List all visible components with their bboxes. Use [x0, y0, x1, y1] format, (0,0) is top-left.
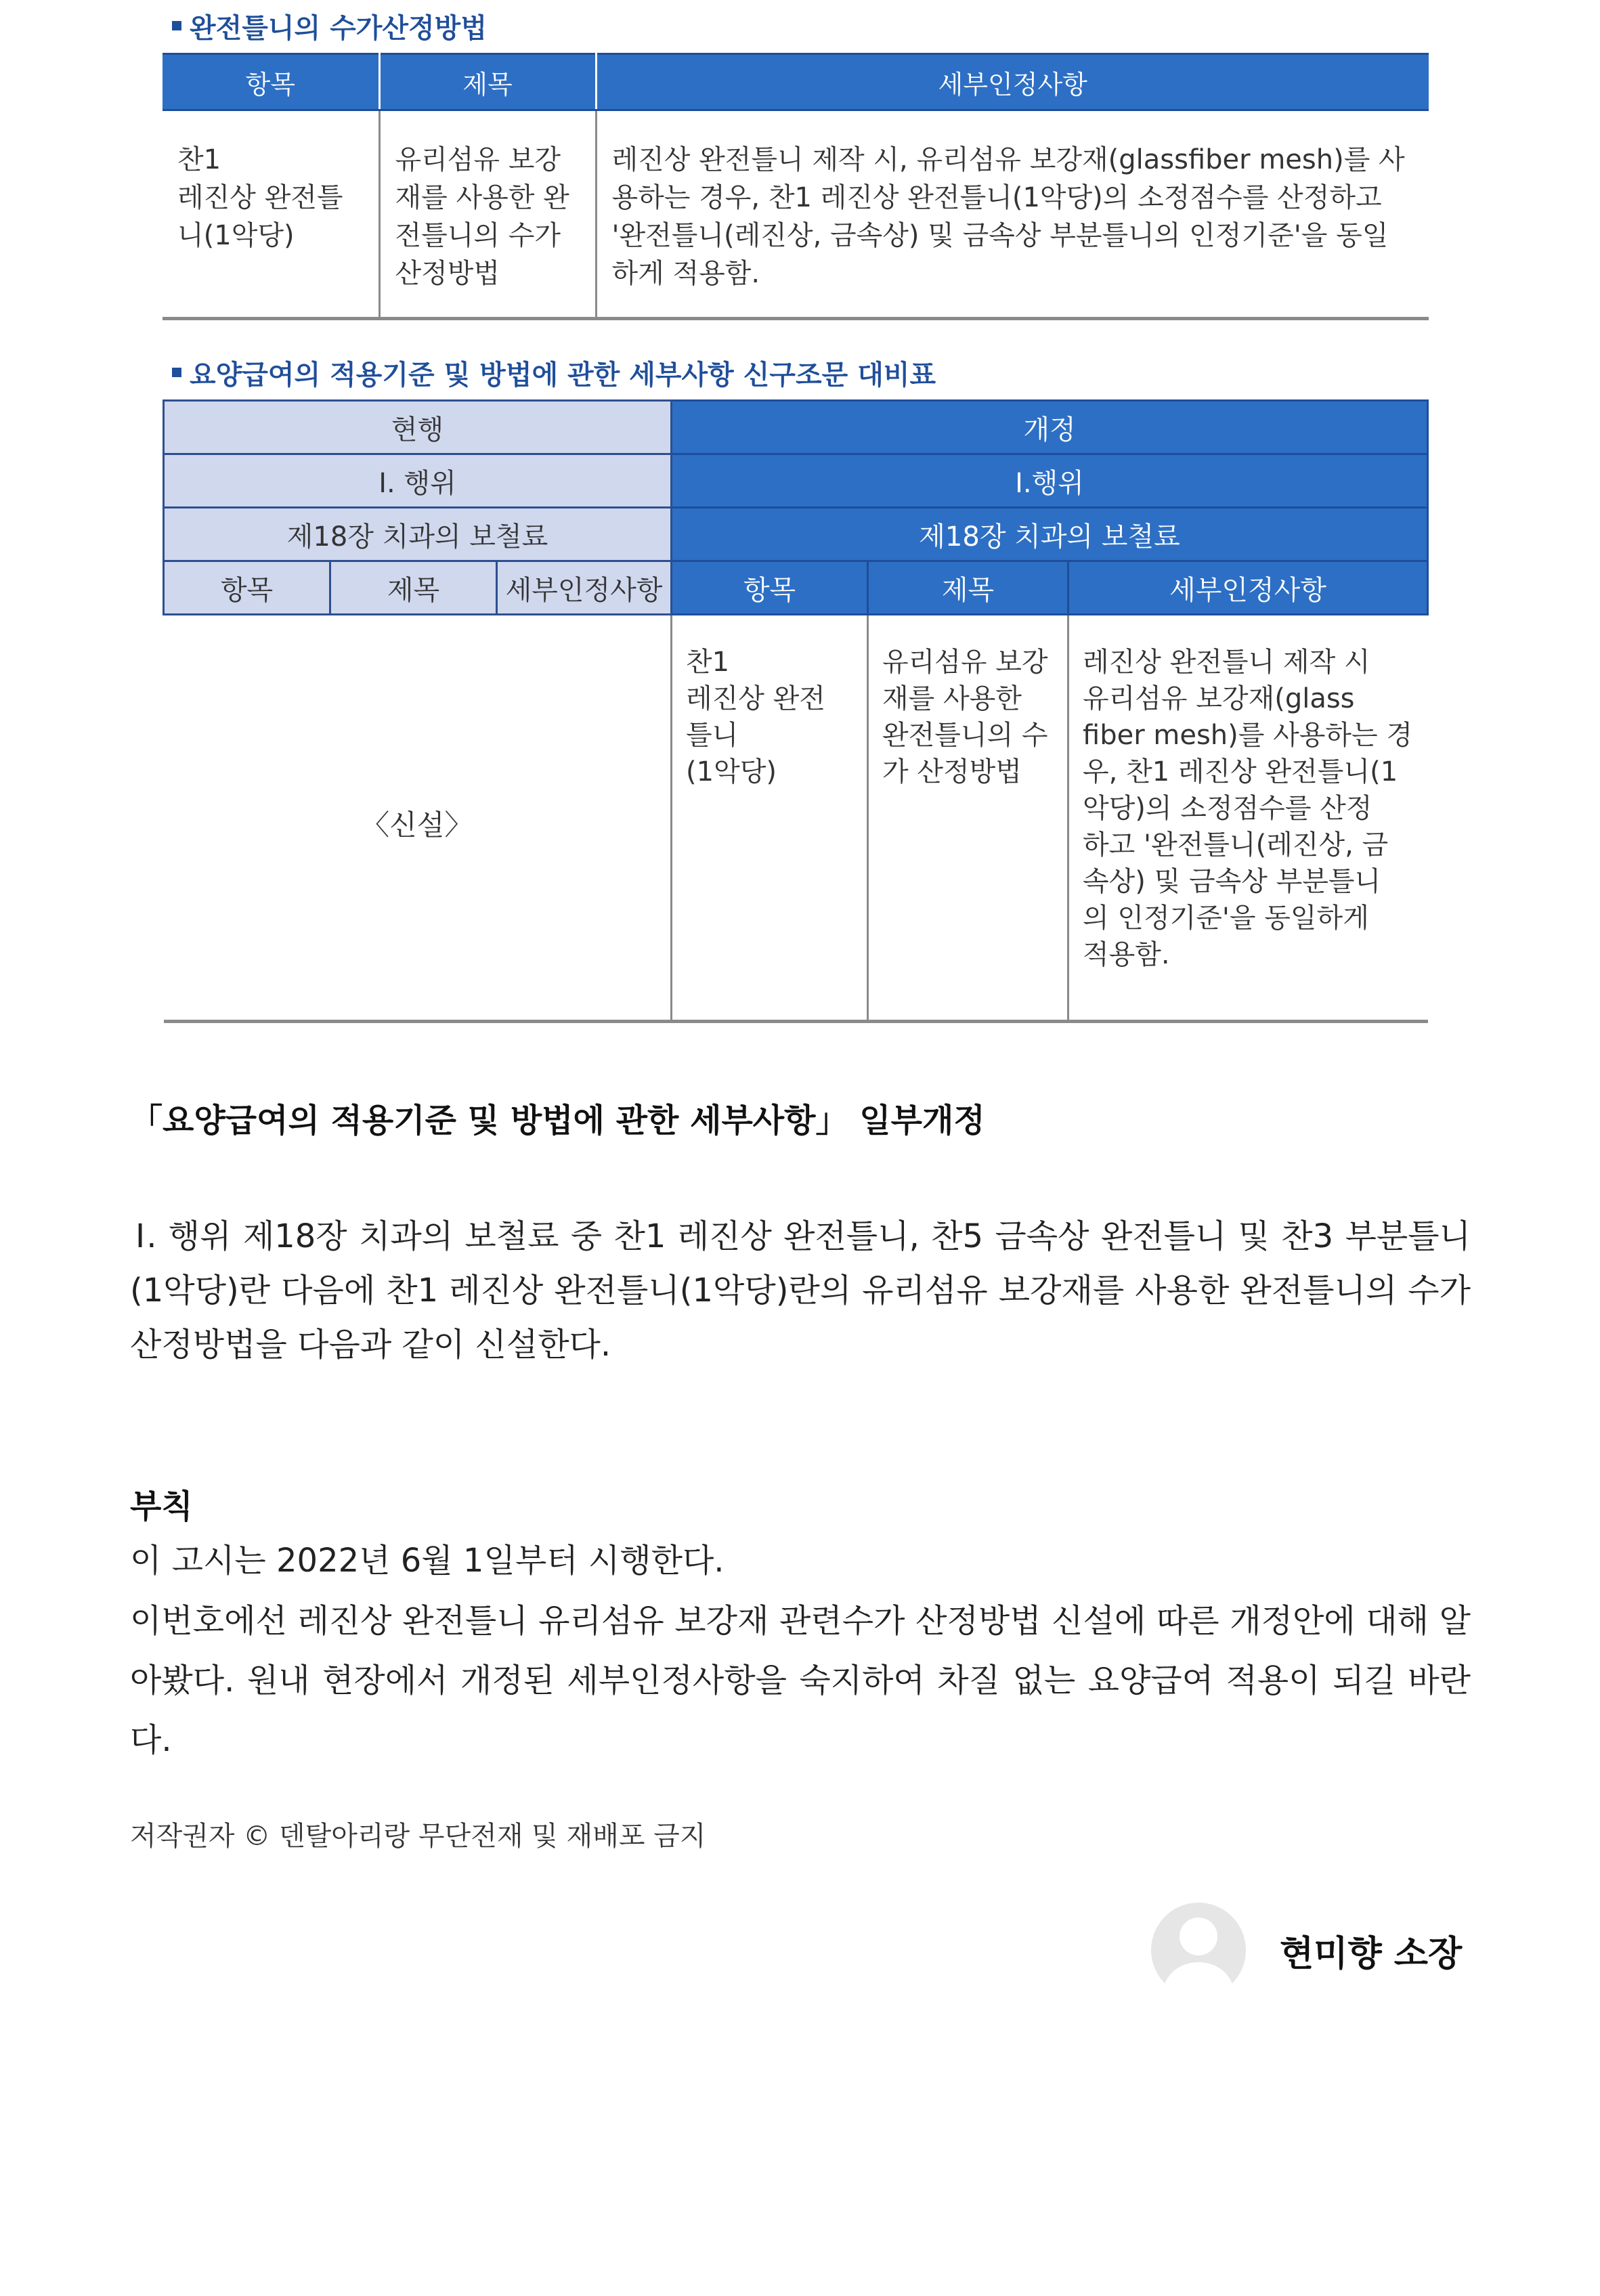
col-header-item: 항목 — [163, 54, 379, 110]
bullet-square-icon — [172, 21, 181, 30]
cell-detail: 레진상 완전틀니 제작 시, 유리섬유 보강재(glassfiber mesh)를 사용하는 경우, 찬1 레진상 완전틀니(1악당)의 소정점수를 산정하고 '완전틀니(레진상, 금속상) 및 금속상 부분틀니의 인정기준'을 동일하게 적용함. — [611, 144, 1405, 289]
author-name[interactable]: 현미향 소장 — [1280, 1933, 1463, 1974]
figure-title — [163, 352, 1429, 393]
chapter-revised: 제18장 치과의 보철료 — [672, 508, 1428, 561]
copyright-notice: 저작권자 © 덴탈아리랑 무단전재 및 재배포 금지 — [130, 1821, 706, 1852]
table-row — [163, 110, 1429, 319]
cell-revised-detail: 레진상 완전틀니 제작 시 유리섬유 보강재(glass fiber mesh)를 사용하는 경 우, 찬1 레진상 완전틀니(1 악당)의 소정점수를 산정 하고 '완전틀니(레진상, 금 속상) 및 금속상 부분틀니 의 인정기준'을 동일하게 적용함. — [1083, 647, 1413, 970]
col-header-detail: 세부인정사항 — [596, 54, 1429, 110]
chapter-current: 제18장 치과의 보철료 — [164, 508, 672, 561]
cell-item: 찬1 레진상 완전틀 니(1악당) — [163, 110, 379, 319]
header-revised: 개정 — [672, 401, 1428, 454]
figure-title — [163, 5, 1429, 46]
author-byline — [1151, 1903, 1469, 1997]
figure-title-text: 완전틀니의 수가산정방법 — [190, 12, 487, 44]
cell-subject: 유리섬유 보강 재를 사용한 완 전틀니의 수가 산정방법 — [379, 110, 596, 319]
section-current: Ⅰ. 행위 — [164, 454, 672, 508]
article-paragraph: Ⅰ. 행위 제18장 치과의 보철료 중 찬1 레진상 완전틀니, 찬5 금속상 완전틀니 및 찬3 부분틀니(1악당)란 다음에 찬1 레진상 완전틀니(1악당)란의 유리섬유 보강재를 사용한 완전틀니의 수가산정방법을 다음과 같이 신설한다. — [130, 1217, 1471, 1364]
table-row — [164, 615, 1428, 1022]
col-header-subject: 제목 — [379, 54, 596, 110]
col-header-current-detail: 세부인정사항 — [497, 561, 672, 615]
closing-paragraph: 이번호에선 레진상 완전틀니 유리섬유 보강재 관련수가 산정방법 신설에 따른 개정안에 대해 알아봤다. 원내 현장에서 개정된 세부인정사항을 숙지하여 차질 없는 요양급여 적용이 되길 바란다. — [130, 1602, 1471, 1759]
article-heading: 「요양급여의 적용기준 및 방법에 관한 세부사항」 일부개정 — [130, 1102, 985, 1140]
bullet-square-icon — [172, 368, 181, 377]
fee-method-table — [163, 53, 1429, 320]
col-header-revised-subject: 제목 — [868, 561, 1068, 615]
cell-revised-item: 찬1 레진상 완전 틀니 (1악당) — [672, 615, 868, 1022]
supplementary-heading: 부칙 — [130, 1488, 193, 1525]
cell-revised-subject: 유리섬유 보강 재를 사용한 완전틀니의 수 가 산정방법 — [868, 615, 1068, 1022]
col-header-revised-item: 항목 — [672, 561, 868, 615]
comparison-table — [163, 399, 1429, 1023]
section-revised: Ⅰ.행위 — [672, 454, 1428, 508]
cell-current-new-provision: 〈신설〉 — [164, 615, 672, 1022]
supplementary-text: 이 고시는 2022년 6월 1일부터 시행한다. — [130, 1542, 725, 1580]
default-user-avatar-icon — [1151, 1903, 1246, 1997]
figure-fee-method — [163, 5, 1429, 320]
figure-title-text: 요양급여의 적용기준 및 방법에 관한 세부사항 신구조문 대비표 — [190, 359, 936, 391]
header-current: 현행 — [164, 401, 672, 454]
col-header-current-subject: 제목 — [330, 561, 497, 615]
col-header-current-item: 항목 — [164, 561, 330, 615]
col-header-revised-detail: 세부인정사항 — [1068, 561, 1428, 615]
figure-comparison — [163, 352, 1429, 1023]
